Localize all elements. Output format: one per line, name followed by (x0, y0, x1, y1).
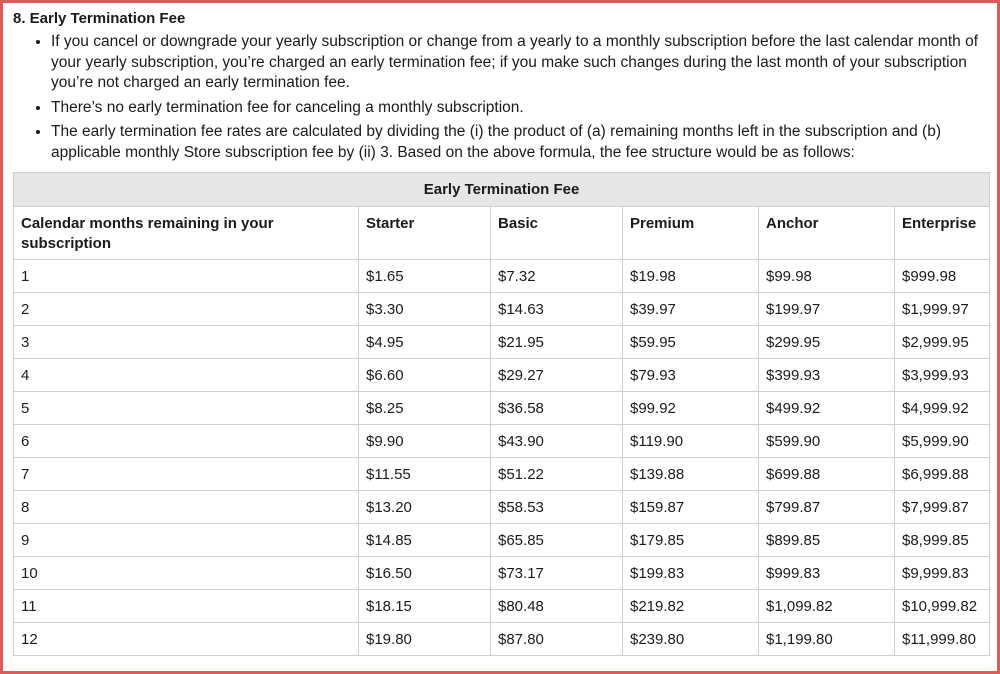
table-cell-enterprise: $10,999.82 (895, 590, 990, 623)
table-cell-basic: $43.90 (491, 425, 623, 458)
table-cell-anchor: $899.85 (759, 524, 895, 557)
table-cell-starter: $9.90 (359, 425, 491, 458)
column-header-anchor: Anchor (759, 207, 895, 260)
bullet-item-fee-formula: • The early termination fee rates are calculated by dividing the (i) the product of (a) remaining months left in the subscription and (b) applicable monthly Store subscription fee by (ii) 3. Based on the above formula, the fee structure would be as follows: (51, 122, 987, 163)
table-cell-months-remaining: 12 (14, 623, 359, 656)
table-cell-starter: $18.15 (359, 590, 491, 623)
table-cell-anchor: $99.98 (759, 260, 895, 293)
table-cell-anchor: $299.95 (759, 326, 895, 359)
table-row (14, 623, 990, 656)
table-cell-enterprise: $2,999.95 (895, 326, 990, 359)
table-cell-months-remaining: 9 (14, 524, 359, 557)
table-cell-starter: $1.65 (359, 260, 491, 293)
table-cell-enterprise: $3,999.93 (895, 359, 990, 392)
table-cell-premium: $79.93 (623, 359, 759, 392)
table-cell-premium: $139.88 (623, 458, 759, 491)
table-cell-basic: $87.80 (491, 623, 623, 656)
bullet-item-early-fee-condition: • If you cancel or downgrade your yearly subscription or change from a yearly to a monthly subscription before the last calendar month of your yearly subscription, you’re charged an early termination fee; if you make such changes during the last month of your subscription you’re not charged an early termination fee. (51, 32, 987, 94)
table-cell-enterprise: $1,999.97 (895, 293, 990, 326)
table-cell-premium: $119.90 (623, 425, 759, 458)
early-termination-fee-table (13, 172, 990, 656)
table-cell-starter: $6.60 (359, 359, 491, 392)
table-row (14, 293, 990, 326)
table-row (14, 392, 990, 425)
table-cell-premium: $59.95 (623, 326, 759, 359)
column-header-basic: Basic (491, 207, 623, 260)
table-cell-premium: $99.92 (623, 392, 759, 425)
table-cell-enterprise: $4,999.92 (895, 392, 990, 425)
table-cell-months-remaining: 10 (14, 557, 359, 590)
table-cell-months-remaining: 8 (14, 491, 359, 524)
table-body (14, 260, 990, 656)
table-cell-months-remaining: 2 (14, 293, 359, 326)
bullet-list (13, 32, 987, 163)
table-cell-starter: $11.55 (359, 458, 491, 491)
table-title: Early Termination Fee (14, 173, 990, 207)
section-title: 8. Early Termination Fee (13, 10, 186, 27)
column-header-enterprise: Enterprise (895, 207, 990, 260)
table-cell-starter: $16.50 (359, 557, 491, 590)
table-cell-premium: $39.97 (623, 293, 759, 326)
column-header-months-remaining: Calendar months remaining in your subscription (14, 207, 359, 260)
column-header-starter: Starter (359, 207, 491, 260)
table-row (14, 524, 990, 557)
table-cell-basic: $29.27 (491, 359, 623, 392)
column-header-premium: Premium (623, 207, 759, 260)
table-cell-enterprise: $11,999.80 (895, 623, 990, 656)
table-cell-basic: $36.58 (491, 392, 623, 425)
table-cell-months-remaining: 3 (14, 326, 359, 359)
table-cell-premium: $219.82 (623, 590, 759, 623)
table-cell-enterprise: $6,999.88 (895, 458, 990, 491)
table-title-row (14, 173, 990, 207)
table-row (14, 260, 990, 293)
table-cell-basic: $14.63 (491, 293, 623, 326)
table-cell-enterprise: $9,999.83 (895, 557, 990, 590)
table-cell-anchor: $999.83 (759, 557, 895, 590)
table-cell-anchor: $499.92 (759, 392, 895, 425)
table-cell-months-remaining: 7 (14, 458, 359, 491)
table-cell-months-remaining: 5 (14, 392, 359, 425)
table-cell-premium: $179.85 (623, 524, 759, 557)
table-cell-starter: $3.30 (359, 293, 491, 326)
table-cell-anchor: $799.87 (759, 491, 895, 524)
table-cell-basic: $65.85 (491, 524, 623, 557)
table-cell-basic: $7.32 (491, 260, 623, 293)
table-cell-premium: $239.80 (623, 623, 759, 656)
table-cell-months-remaining: 4 (14, 359, 359, 392)
table-cell-premium: $19.98 (623, 260, 759, 293)
table-cell-anchor: $699.88 (759, 458, 895, 491)
table-cell-anchor: $1,099.82 (759, 590, 895, 623)
table-cell-enterprise: $999.98 (895, 260, 990, 293)
table-cell-premium: $159.87 (623, 491, 759, 524)
table-row (14, 491, 990, 524)
table-row (14, 590, 990, 623)
table-cell-enterprise: $7,999.87 (895, 491, 990, 524)
table-cell-premium: $199.83 (623, 557, 759, 590)
table-cell-basic: $73.17 (491, 557, 623, 590)
table-cell-basic: $21.95 (491, 326, 623, 359)
table-header-row (14, 207, 990, 260)
table-row (14, 425, 990, 458)
table-cell-months-remaining: 1 (14, 260, 359, 293)
table-cell-basic: $80.48 (491, 590, 623, 623)
table-cell-basic: $58.53 (491, 491, 623, 524)
table-cell-anchor: $599.90 (759, 425, 895, 458)
table-cell-enterprise: $5,999.90 (895, 425, 990, 458)
table-cell-basic: $51.22 (491, 458, 623, 491)
table-cell-anchor: $399.93 (759, 359, 895, 392)
table-cell-starter: $14.85 (359, 524, 491, 557)
table-cell-months-remaining: 11 (14, 590, 359, 623)
table-row (14, 458, 990, 491)
table-row (14, 557, 990, 590)
table-cell-enterprise: $8,999.85 (895, 524, 990, 557)
table-cell-anchor: $199.97 (759, 293, 895, 326)
table-cell-starter: $19.80 (359, 623, 491, 656)
table-cell-anchor: $1,199.80 (759, 623, 895, 656)
table-cell-months-remaining: 6 (14, 425, 359, 458)
table-cell-starter: $8.25 (359, 392, 491, 425)
table-cell-starter: $4.95 (359, 326, 491, 359)
table-cell-starter: $13.20 (359, 491, 491, 524)
bullet-item-monthly-no-fee: • There’s no early termination fee for canceling a monthly subscription. (51, 98, 987, 119)
table-row (14, 326, 990, 359)
table-row (14, 359, 990, 392)
